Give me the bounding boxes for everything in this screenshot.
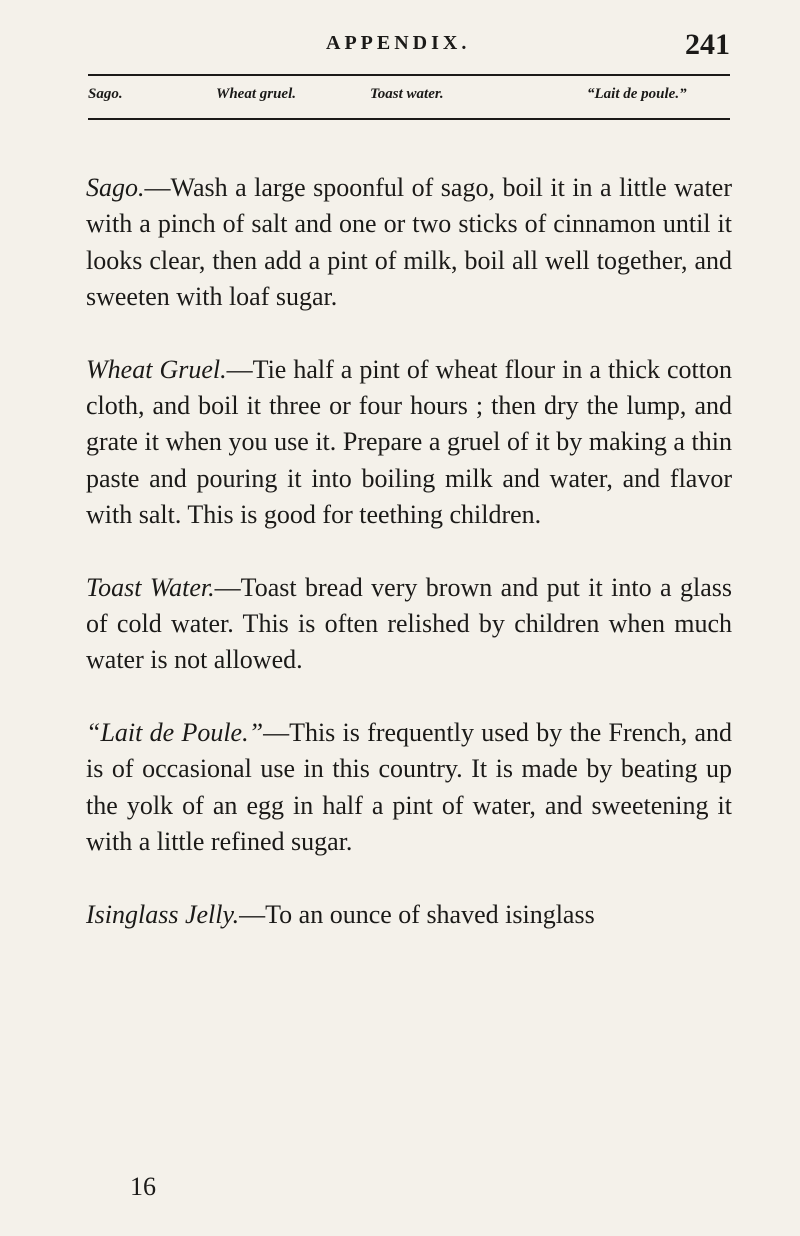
catchword-sago: Sago. xyxy=(88,86,123,102)
recipe-lait-de-poule xyxy=(86,715,732,861)
recipe-text: Wash a large spoonful of sago, boil it in a little water with a pinch of salt and one or two sticks of cinnamon until it looks clear, then add a pint of milk, boil all well together, and sweeten with loaf sugar. xyxy=(86,173,732,312)
recipe-wheat-gruel xyxy=(86,352,732,534)
page-number: 241 xyxy=(685,28,730,61)
running-title: APPENDIX. xyxy=(326,32,471,54)
signature-mark: 16 xyxy=(130,1172,156,1201)
recipe-dash: — xyxy=(239,899,266,929)
recipe-dash: — xyxy=(144,173,171,202)
recipe-title: Sago. xyxy=(86,173,145,202)
header-rule-top xyxy=(88,74,730,76)
recipe-title: Isinglass Jelly. xyxy=(86,899,240,929)
recipe-dash: — xyxy=(263,717,290,747)
recipe-text: This is frequently used by the French, and is of occasional use in this country. It is made by beating up the yolk of an egg in half a pint of water, and sweetening it with a little refined sugar. xyxy=(86,717,733,857)
recipe-isinglass-jelly xyxy=(86,897,732,933)
catchwords-line xyxy=(88,86,730,108)
recipe-text: Toast bread very brown and put it into a glass of cold water. This is often relished by children when much water is not allowed. xyxy=(86,572,732,675)
catchword-lait-de-poule: “Lait de poule.” xyxy=(587,86,687,102)
catchword-wheat-gruel: Wheat gruel. xyxy=(216,86,297,102)
recipe-title: Wheat Gruel. xyxy=(86,354,227,384)
recipe-title: Toast Water. xyxy=(86,572,215,602)
recipe-dash: — xyxy=(214,572,241,602)
body-text xyxy=(86,170,732,933)
running-head xyxy=(88,30,730,70)
header-rule-bottom xyxy=(88,118,730,120)
catchword-toast-water: Toast water. xyxy=(370,86,444,102)
recipe-text: To an ounce of shaved isinglass xyxy=(265,899,595,929)
recipe-text: Tie half a pint of wheat flour in a thick cotton cloth, and boil it three or four hours ; then dry the lump, and grate it when you use it. Prepare a gruel of it by making a thin paste and pouring it into boiling milk and water, and flavor with salt. This is good for teething children. xyxy=(86,354,732,530)
recipe-title: “Lait de Poule.” xyxy=(86,717,264,747)
recipe-dash: — xyxy=(226,354,253,384)
recipe-toast-water xyxy=(86,570,732,679)
recipe-sago xyxy=(86,170,732,316)
